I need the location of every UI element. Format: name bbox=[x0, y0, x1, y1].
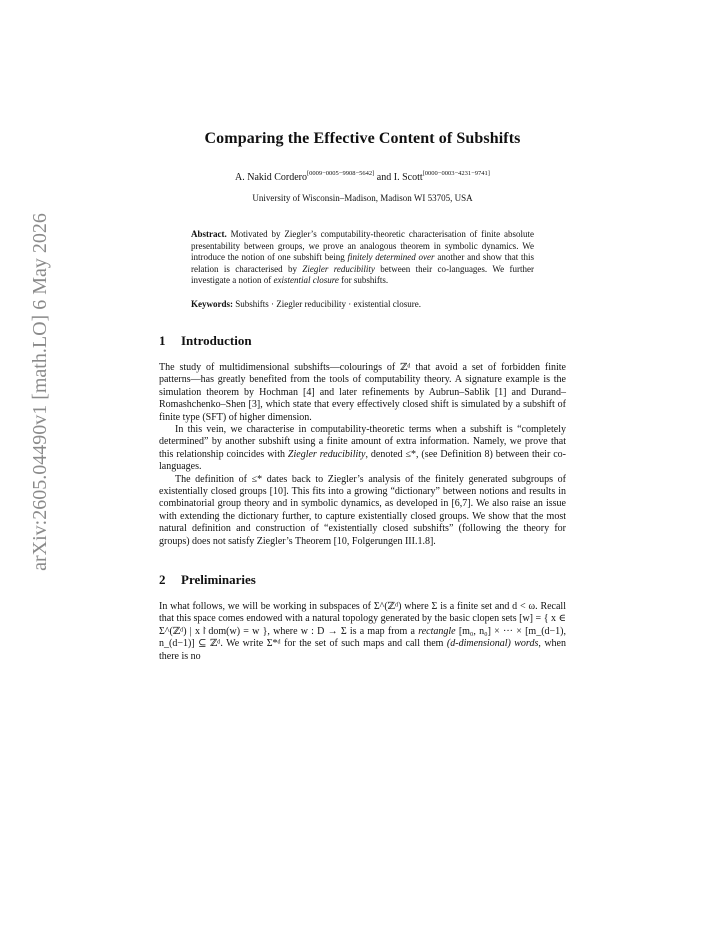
abstract bbox=[191, 229, 534, 287]
paragraph-text: [m₀, n₀] × ··· × [m_(d−1), n_(d−1)] ⊆ ℤᵈ. We write Σ*ᵈ for the set of such maps and call them bbox=[159, 625, 566, 650]
emphasis: (d-dimensional) words bbox=[446, 638, 539, 650]
abstract-text: for subshifts. bbox=[338, 275, 389, 286]
section-title: Introduction bbox=[181, 332, 252, 348]
emphasis: rectangle bbox=[418, 625, 456, 637]
abstract-emphasis: Ziegler reducibility bbox=[302, 263, 375, 274]
paragraph bbox=[159, 424, 566, 474]
author-name: A. Nakid Cordero bbox=[235, 172, 307, 183]
paragraph-text: In what follows, we will be working in subspaces of Σ^(ℤᵈ) where Σ is a finite set and d < ω. Recall that this space comes endowed with a natural topology generated by the basic clopen sets [w] = { x ∈ Σ^(ℤᵈ) | x↾dom(w) = w }, where w : D → Σ is a map from a bbox=[159, 601, 566, 637]
abstract-label: Abstract. bbox=[191, 229, 227, 239]
emphasis: Ziegler reducibility bbox=[287, 448, 366, 460]
section-number: 1 bbox=[159, 332, 166, 348]
keywords-label: Keywords: bbox=[191, 298, 233, 309]
paper-page bbox=[159, 130, 566, 663]
arxiv-identifier: arXiv:2605.04490v1 [math.LO] 6 May 2026 bbox=[29, 213, 51, 571]
keywords bbox=[191, 299, 534, 309]
keywords-text: Subshifts · Ziegler reducibility · existential closure. bbox=[233, 298, 421, 309]
abstract-emphasis: finitely determined over bbox=[347, 252, 435, 263]
paragraph: The definition of ≤* dates back to Ziegler’s analysis of the finitely generated subgroups of existentially closed groups [10]. This fits into a growing “dictionary” between notions and results in combinatorial group theory and in symbolic dynamics, as developed in [6,7]. We also raise an issue with extending the dictionary further, to capture existentially closed groups. We show that the most natural definition and construction of “existentially closed subshifts” (following the theory for groups) does not satisfy Ziegler’s Theorem [10, Folgerungen III.1.8]. bbox=[159, 473, 566, 547]
section-heading-preliminaries bbox=[159, 572, 566, 588]
section-number: 2 bbox=[159, 572, 166, 588]
author-line bbox=[159, 170, 566, 183]
orcid-id: [0009−0005−9908−5642] bbox=[306, 170, 375, 177]
paragraph-text: In this vein, we characterise in computability-theoretic terms when a subshift is “completely determined” by another subshift using a finite amount of extra information. Namely, we prove that this relationship coincides with bbox=[159, 424, 566, 460]
author-joiner: and bbox=[374, 172, 394, 183]
orcid-id: [0000−0003−4231−9741] bbox=[422, 170, 490, 177]
paragraph-text: , denoted ≤*, (see Definition 8) between their co-languages. bbox=[159, 448, 566, 473]
abstract-text: Motivated by Ziegler’s computability-theoretic characterisation of finite absolute presentability between groups, we prove an analogous theorem in symbolic dynamics. We introduce the notion of one subshift being bbox=[191, 229, 534, 263]
section-heading-introduction bbox=[159, 333, 566, 349]
paragraph-text: , when there is no bbox=[159, 638, 566, 662]
abstract-text: between their co-languages. We further investigate a notion of bbox=[191, 263, 534, 286]
paragraph bbox=[159, 601, 566, 663]
section-title: Preliminaries bbox=[181, 572, 256, 588]
paragraph: The study of multidimensional subshifts—colourings of ℤᵈ that avoid a set of forbidden finite patterns—has greatly benefited from the tools of computability theory. A signature example is the simulation theorem by Hochman [4] and later refinements by Aubrun–Sablik [1] and Durand–Romashchenko–Shen [3], which state that every effectively closed shift is simulated by a subshift of finite type (SFT) of higher dimension. bbox=[159, 361, 566, 423]
author-name: I. Scott bbox=[393, 172, 423, 183]
affiliation: University of Wisconsin–Madison, Madison WI 53705, USA bbox=[252, 193, 473, 203]
abstract-emphasis: existential closure bbox=[273, 275, 339, 286]
abstract-text: another and show that this relation is characterised by bbox=[191, 252, 534, 274]
paper-title: Comparing the Effective Content of Subshifts bbox=[204, 130, 521, 147]
